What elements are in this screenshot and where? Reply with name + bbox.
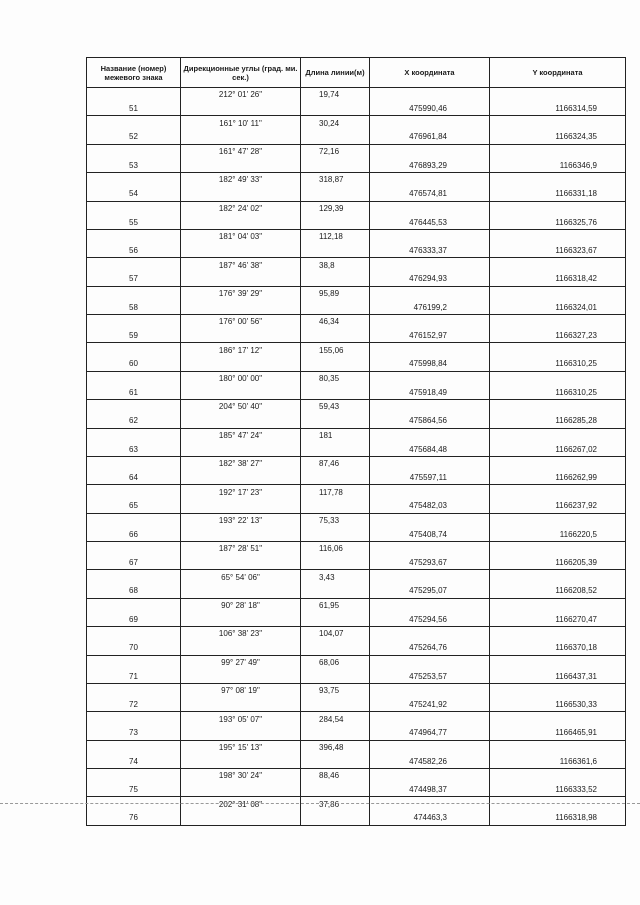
direction-angle-cell: 181° 04' 03" [181,229,301,243]
x-coordinate-cell: 475998,84 [370,357,490,371]
segment-row [87,683,626,697]
line-length-cell: 75,33 [301,513,370,527]
x-coordinate-cell: 475597,11 [370,471,490,485]
point-name-cell: 58 [87,300,181,314]
header-y-coordinate: Y координата [490,58,626,88]
x-coordinate-cell: 475253,57 [370,669,490,683]
segment-row [87,400,626,414]
direction-angle-cell: 97° 08' 19" [181,683,301,697]
table-row [87,556,626,570]
segment-row [87,116,626,130]
segment-row [87,542,626,556]
segment-row [87,258,626,272]
y-coordinate-cell: 1166205,39 [490,556,626,570]
table-row [87,187,626,201]
line-length-cell: 19,74 [301,88,370,102]
direction-angle-cell: 185° 47' 24" [181,428,301,442]
segment-row [87,570,626,584]
y-coordinate-cell: 1166324,35 [490,130,626,144]
segment-row [87,428,626,442]
x-coordinate-cell: 475294,56 [370,612,490,626]
line-length-cell: 93,75 [301,683,370,697]
x-coordinate-cell: 475482,03 [370,499,490,513]
point-name-cell: 71 [87,669,181,683]
boundary-coordinates-table [86,57,626,826]
segment-row [87,88,626,102]
table-row [87,527,626,541]
line-length-cell: 284,54 [301,712,370,726]
y-coordinate-cell: 1166310,25 [490,357,626,371]
segment-row [87,627,626,641]
y-coordinate-cell: 1166324,01 [490,300,626,314]
table-row [87,669,626,683]
x-coordinate-cell: 475408,74 [370,527,490,541]
table-row [87,783,626,797]
table-body [87,88,626,826]
table-row [87,130,626,144]
segment-row [87,371,626,385]
x-coordinate-cell: 474964,77 [370,726,490,740]
direction-angle-cell: 182° 24' 02" [181,201,301,215]
line-length-cell: 38,8 [301,258,370,272]
line-length-cell: 396,48 [301,740,370,754]
point-name-cell: 57 [87,272,181,286]
table-row [87,726,626,740]
point-name-cell: 60 [87,357,181,371]
point-name-cell: 63 [87,442,181,456]
x-coordinate-cell: 476294,93 [370,272,490,286]
y-coordinate-cell: 1166237,92 [490,499,626,513]
x-coordinate-cell: 475864,56 [370,414,490,428]
direction-angle-cell: 195° 15' 13" [181,740,301,754]
direction-angle-cell: 106° 38' 23" [181,627,301,641]
y-coordinate-cell: 1166318,42 [490,272,626,286]
table-row [87,357,626,371]
x-coordinate-cell: 476445,53 [370,215,490,229]
direction-angle-cell: 90° 28' 18" [181,598,301,612]
y-coordinate-cell: 1166437,31 [490,669,626,683]
x-coordinate-cell: 475918,49 [370,385,490,399]
x-coordinate-cell: 476961,84 [370,130,490,144]
x-coordinate-cell: 474498,37 [370,783,490,797]
y-coordinate-cell: 1166267,02 [490,442,626,456]
line-length-cell: 318,87 [301,173,370,187]
y-coordinate-cell: 1166314,59 [490,102,626,116]
direction-angle-cell: 212° 01' 26" [181,88,301,102]
x-coordinate-cell: 476893,29 [370,158,490,172]
direction-angle-cell: 187° 28' 51" [181,542,301,556]
y-coordinate-cell: 1166270,47 [490,612,626,626]
x-coordinate-cell: 475990,46 [370,102,490,116]
y-coordinate-cell: 1166333,52 [490,783,626,797]
segment-row [87,315,626,329]
direction-angle-cell: 161° 47' 28" [181,144,301,158]
table-row [87,442,626,456]
point-name-cell: 65 [87,499,181,513]
table-row [87,698,626,712]
line-length-cell: 104,07 [301,627,370,641]
point-name-cell: 59 [87,329,181,343]
point-name-cell: 51 [87,102,181,116]
segment-row [87,598,626,612]
segment-row [87,144,626,158]
table-row [87,754,626,768]
direction-angle-cell: 161° 10' 11" [181,116,301,130]
point-name-cell: 54 [87,187,181,201]
direction-angle-cell: 187° 46' 38" [181,258,301,272]
point-name-cell: 69 [87,612,181,626]
table-row [87,385,626,399]
table-row [87,811,626,825]
segment-row [87,173,626,187]
x-coordinate-cell: 474463,3 [370,811,490,825]
line-length-cell: 3,43 [301,570,370,584]
y-coordinate-cell: 1166331,18 [490,187,626,201]
table-row [87,641,626,655]
table-row [87,414,626,428]
table-row [87,499,626,513]
line-length-cell: 88,46 [301,769,370,783]
table-header-row [87,58,626,88]
table-row [87,244,626,258]
point-name-cell: 74 [87,754,181,768]
point-name-cell: 66 [87,527,181,541]
y-coordinate-cell: 1166262,99 [490,471,626,485]
x-coordinate-cell: 475684,48 [370,442,490,456]
x-coordinate-cell: 475241,92 [370,698,490,712]
segment-row [87,655,626,669]
x-coordinate-cell: 475295,07 [370,584,490,598]
segment-row [87,485,626,499]
scan-artifact-line [0,803,640,804]
y-coordinate-cell: 1166346,9 [490,158,626,172]
direction-angle-cell: 186° 17' 12" [181,343,301,357]
point-name-cell: 53 [87,158,181,172]
x-coordinate-cell: 475293,67 [370,556,490,570]
point-name-cell: 70 [87,641,181,655]
direction-angle-cell: 198° 30' 24" [181,769,301,783]
point-name-cell: 72 [87,698,181,712]
y-coordinate-cell: 1166318,98 [490,811,626,825]
point-name-cell: 76 [87,811,181,825]
header-point-name: Название (номер) межевого знака [87,58,181,88]
point-name-cell: 62 [87,414,181,428]
point-name-cell: 52 [87,130,181,144]
y-coordinate-cell: 1166208,52 [490,584,626,598]
y-coordinate-cell: 1166530,33 [490,698,626,712]
line-length-cell: 155,06 [301,343,370,357]
y-coordinate-cell: 1166370,18 [490,641,626,655]
table-row [87,158,626,172]
y-coordinate-cell: 1166323,67 [490,244,626,258]
line-length-cell: 117,78 [301,485,370,499]
point-name-cell: 64 [87,471,181,485]
y-coordinate-cell: 1166327,23 [490,329,626,343]
segment-row [87,513,626,527]
line-length-cell: 46,34 [301,315,370,329]
line-length-cell: 95,89 [301,286,370,300]
line-length-cell: 59,43 [301,400,370,414]
direction-angle-cell: 182° 49' 33" [181,173,301,187]
table-row [87,612,626,626]
direction-angle-cell: 202° 31' 08" [181,797,301,811]
point-name-cell: 67 [87,556,181,570]
line-length-cell: 87,46 [301,456,370,470]
y-coordinate-cell: 1166361,6 [490,754,626,768]
direction-angle-cell: 182° 38' 27" [181,456,301,470]
point-name-cell: 61 [87,385,181,399]
segment-row [87,286,626,300]
y-coordinate-cell: 1166220,5 [490,527,626,541]
point-name-cell: 56 [87,244,181,258]
direction-angle-cell: 193° 05' 07" [181,712,301,726]
segment-row [87,201,626,215]
line-length-cell: 30,24 [301,116,370,130]
direction-angle-cell: 99° 27' 49" [181,655,301,669]
direction-angle-cell: 176° 39' 29" [181,286,301,300]
direction-angle-cell: 176° 00' 56" [181,315,301,329]
y-coordinate-cell: 1166325,76 [490,215,626,229]
header-direction-angle: Дирекционные углы (град. ми. сек.) [181,58,301,88]
x-coordinate-cell: 476574,81 [370,187,490,201]
direction-angle-cell: 180° 00' 00" [181,371,301,385]
segment-row [87,740,626,754]
line-length-cell: 129,39 [301,201,370,215]
table-row [87,471,626,485]
point-name-cell: 55 [87,215,181,229]
x-coordinate-cell: 476152,97 [370,329,490,343]
x-coordinate-cell: 476333,37 [370,244,490,258]
table-row [87,329,626,343]
point-name-cell: 75 [87,783,181,797]
segment-row [87,712,626,726]
table-row [87,215,626,229]
line-length-cell: 37,86 [301,797,370,811]
table-row [87,102,626,116]
line-length-cell: 181 [301,428,370,442]
line-length-cell: 116,06 [301,542,370,556]
header-line-length: Длина линии(м) [301,58,370,88]
header-x-coordinate: X координата [370,58,490,88]
line-length-cell: 61,95 [301,598,370,612]
segment-row [87,343,626,357]
point-name-cell: 73 [87,726,181,740]
segment-row [87,229,626,243]
y-coordinate-cell: 1166310,25 [490,385,626,399]
y-coordinate-cell: 1166285,28 [490,414,626,428]
segment-row [87,456,626,470]
line-length-cell: 80,35 [301,371,370,385]
table-row [87,300,626,314]
x-coordinate-cell: 476199,2 [370,300,490,314]
table-row [87,584,626,598]
line-length-cell: 68,06 [301,655,370,669]
line-length-cell: 72,16 [301,144,370,158]
point-name-cell: 68 [87,584,181,598]
y-coordinate-cell: 1166465,91 [490,726,626,740]
direction-angle-cell: 193° 22' 13" [181,513,301,527]
x-coordinate-cell: 475264,76 [370,641,490,655]
direction-angle-cell: 65° 54' 06" [181,570,301,584]
x-coordinate-cell: 474582,26 [370,754,490,768]
segment-row [87,769,626,783]
table-row [87,272,626,286]
direction-angle-cell: 204° 50' 40" [181,400,301,414]
line-length-cell: 112,18 [301,229,370,243]
direction-angle-cell: 192° 17' 23" [181,485,301,499]
